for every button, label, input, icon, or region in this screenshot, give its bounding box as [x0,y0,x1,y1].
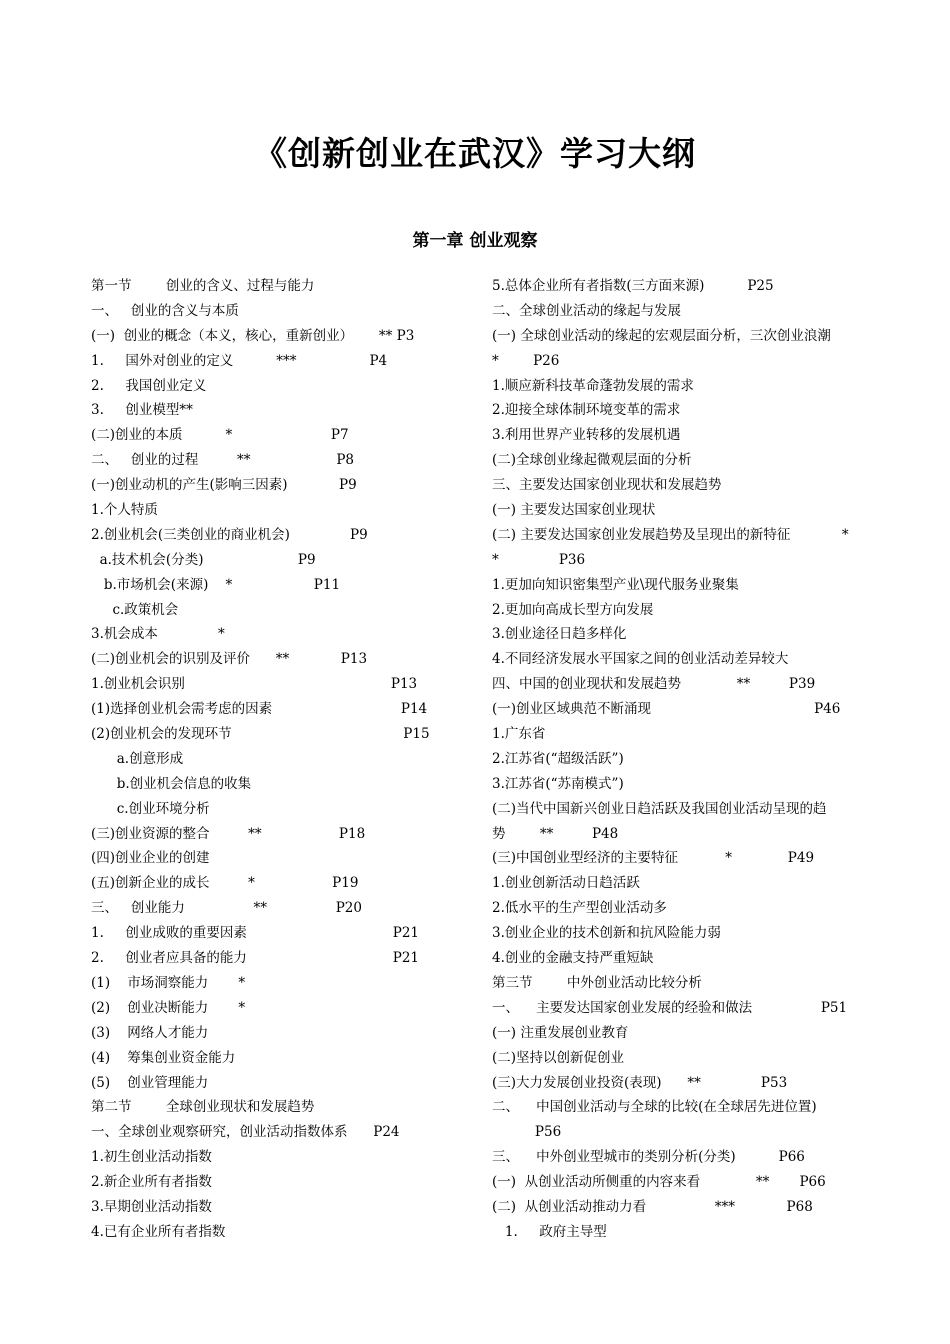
outline-line: 二、 中国创业活动与全球的比较(在全球居先进位置) [492,1099,817,1116]
right-column [492,274,862,1245]
outline-line: 3.早期创业活动指数 [91,1198,212,1215]
outline-line: (5) 创业管理能力 [91,1074,209,1091]
outline-line: (一)创业区域典范不断涌现 P46 [492,701,841,718]
outline-line: (三)大力发展创业投资(表现) ** P53 [492,1074,788,1091]
outline-line: 2. 我国创业定义 [91,377,207,394]
outline-line: 三、主要发达国家创业现状和发展趋势 [492,477,722,494]
outline-line: 三、 中外创业型城市的类别分析(分类) P66 [492,1149,805,1166]
outline-line: (三)创业资源的整合 ** P18 [91,825,366,842]
outline-line: (一) 主要发达国家创业现状 [492,502,656,519]
outline-line: a.创意形成 [91,750,184,767]
outline-line: (一) 从创业活动所侧重的内容来看 ** P66 [492,1174,826,1191]
outline-line: (四)创业企业的创建 [91,850,210,867]
outline-line: (一) 全球创业活动的缘起的宏观层面分析，三次创业浪潮 [492,327,831,344]
outline-line: 2.江苏省(“超级活跃”) [492,750,624,767]
outline-line: 2.更加向高成长型方向发展 [492,601,654,618]
outline-line: 3.江苏省(“苏南模式”) [492,775,624,792]
chapter-title: 第一章 创业观察 [412,231,538,251]
outline-line: 2.迎接全球体制环境变革的需求 [492,402,681,419]
outline-line: 三、 创业能力 ** P20 [91,900,362,917]
page-title: 《创新创业在武汉》学习大纲 [254,134,696,173]
outline-line: (2) 创业决断能力 * [91,999,246,1016]
outline-line: (三)中国创业型经济的主要特征 * P49 [492,850,815,867]
outline-line: (一) 创业的概念（本义，核心，重新创业） ** P3 [91,327,415,344]
outline-line: (二)坚持以创新促创业 [492,1049,625,1066]
outline-line: 1. 国外对创业的定义 *** P4 [91,352,388,369]
outline-line: (2)创业机会的发现环节 P15 [91,726,430,743]
outline-line: (二)当代中国新兴创业日趋活跃及我国创业活动呈现的趋 [492,800,827,817]
outline-line: (1)选择创业机会需考虑的因素 P14 [91,701,428,718]
outline-line: 第二节 全球创业现状和发展趋势 [91,1099,315,1116]
outline-line: (3) 网络人才能力 [91,1024,209,1041]
outline-line: (4) 筹集创业资金能力 [91,1049,236,1066]
outline-line: 1.更加向知识密集型产业\现代服务业聚集 [492,576,739,593]
outline-line: 5.总体企业所有者指数(三方面来源) P25 [492,278,774,294]
outline-line: 一、全球创业观察研究，创业活动指数体系 P24 [91,1124,400,1141]
outline-line: 第一节 创业的含义、过程与能力 [91,278,315,294]
outline-line: 4.创业的金融支持严重短缺 [492,950,654,967]
outline-line: (一)创业动机的产生(影响三因素) P9 [91,477,357,494]
outline-line: 二、全球创业活动的缘起与发展 [492,302,681,319]
outline-line: 3.机会成本 * [91,626,225,643]
outline-line: 2.新企业所有者指数 [91,1174,212,1191]
outline-line: 二、 创业的过程 ** P8 [91,452,354,469]
outline-line: 1.创业创新活动日趋活跃 [492,875,640,892]
outline-line: 1.创业机会识别 P13 [91,676,418,693]
outline-line: (二)创业机会的识别及评价 ** P13 [91,651,368,668]
outline-line: 1.顺应新科技革命蓬勃发展的需求 [492,377,694,394]
outline-line: 1.广东省 [492,726,546,743]
outline-line: 1. 创业成败的重要因素 P21 [91,925,420,942]
outline-line: 1.个人特质 [91,502,158,519]
outline-line: 2. 创业者应具备的能力 P21 [91,950,420,967]
outline-line: 四、中国的创业现状和发展趋势 ** P39 [492,676,816,693]
left-column [91,274,461,1245]
outline-line: 一、 主要发达国家创业发展的经验和做法 P51 [492,999,848,1016]
outline-line: a.技术机会(分类) P9 [91,551,316,568]
outline-line: 2.低水平的生产型创业活动多 [492,900,667,917]
outline-line: c.政策机会 [91,601,179,618]
outline-line: 3.利用世界产业转移的发展机遇 [492,427,681,444]
outline-line: 势 ** P48 [492,825,619,842]
outline-line: * P36 [492,551,586,568]
outline-line: (1) 市场洞察能力 * [91,974,246,991]
outline-line: 第三节 中外创业活动比较分析 [492,974,702,991]
outline-line: b.市场机会(来源) * P11 [91,576,341,593]
outline-line: c.创业环境分析 [91,800,210,817]
outline-line: 1. 政府主导型 [492,1223,607,1240]
outline-line: 3. 创业模型** [91,402,193,419]
outline-line: 1.初生创业活动指数 [91,1149,212,1166]
outline-line: * P26 [492,352,560,369]
outline-line: (五)创新企业的成长 * P19 [91,875,359,892]
outline-line: (一) 注重发展创业教育 [492,1024,629,1041]
outline-line: 2.创业机会(三类创业的商业机会) P9 [91,526,368,543]
outline-line: 4.不同经济发展水平国家之间的创业活动差异较大 [492,651,789,668]
outline-line: 4.已有企业所有者指数 [91,1223,226,1240]
outline-line: (二)创业的本质 * P7 [91,427,349,444]
outline-line: b.创业机会信息的收集 [91,775,252,792]
outline-line: 3.创业企业的技术创新和抗风险能力弱 [492,925,721,942]
outline-line: (二)全球创业缘起微观层面的分析 [492,452,692,469]
outline-line: (二) 从创业活动推动力看 *** P68 [492,1198,813,1215]
outline-line: (二) 主要发达国家创业发展趋势及呈现出的新特征 * [492,526,849,543]
outline-line: 3.创业途径日趋多样化 [492,626,627,643]
outline-line: P56 [492,1124,562,1141]
outline-line: 一、 创业的含义与本质 [91,302,239,319]
